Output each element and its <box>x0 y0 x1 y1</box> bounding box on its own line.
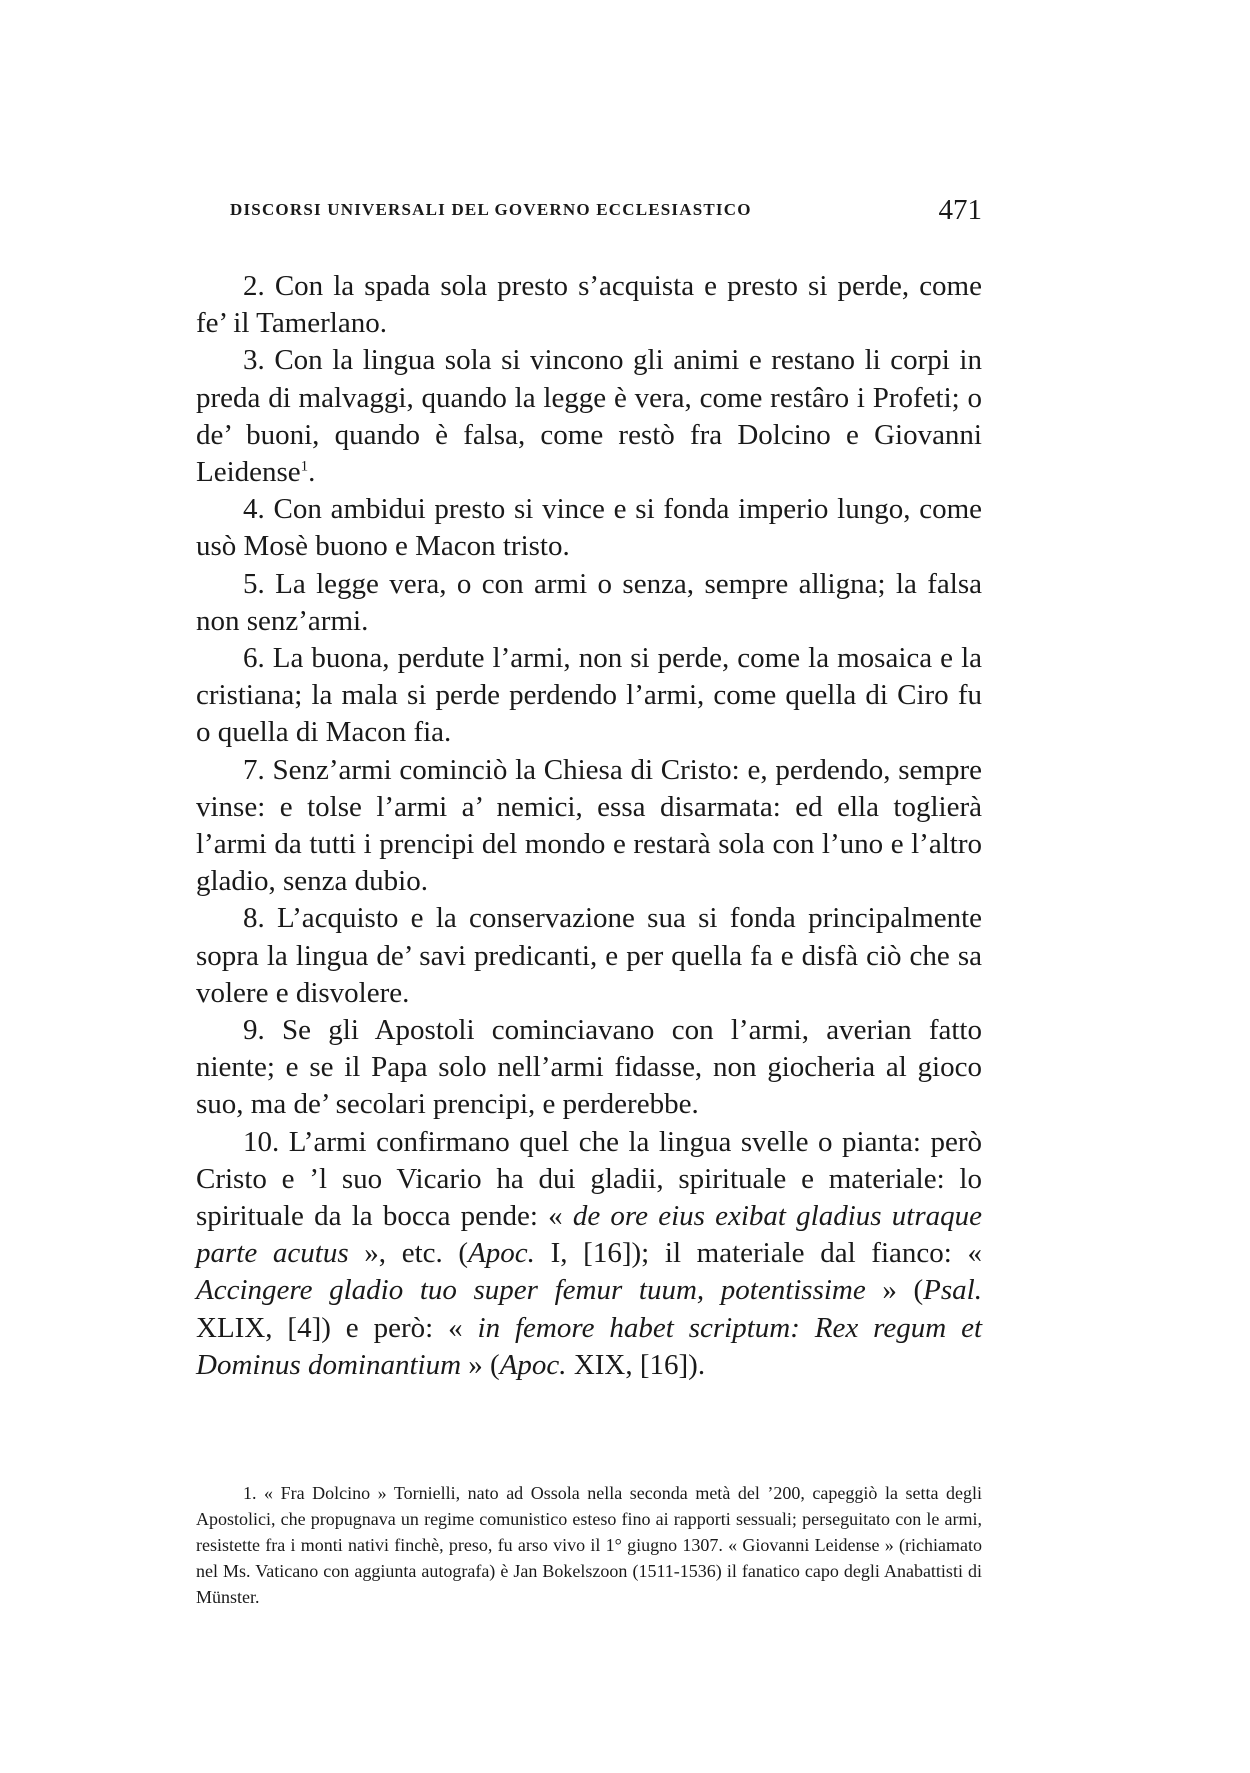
text-run: 1. « Fra Dolcino » Tornielli, nato ad Ossola nella seconda metà del ’200, capeggiò la setta degli Apostolici, che propugnava un regime comunistico esteso fino ai rapporti sessuali; perseguitato con le armi, resistette fra i monti nativi finchè, preso, fu arso vivo il 1° giugno 1307. « Giovanni Leidense » (richiamato nel Ms. Vaticano con aggiunta autografa) è Jan Bokelszoon (1511-1536) il fanatico capo degli Anabattisti di Münster. <box>196 1483 982 1607</box>
text-run: » ( <box>461 1348 500 1381</box>
footnotes <box>196 1480 982 1610</box>
text-run: 9. Se gli Apostoli cominciavano con l’armi, averian fatto niente; e se il Papa solo nell’armi fidasse, non giocheria al gioco suo, ma de’ secolari prencipi, e perderebbe. <box>196 1014 982 1121</box>
footnote-paragraph <box>196 1480 982 1610</box>
numbered-paragraph <box>196 1124 982 1384</box>
text-run: 8. L’acquisto e la conservazione sua si fonda principalmente sopra la lingua de’ savi predicanti, e per quella fa e disfà ciò che sa volere e disvolere. <box>196 902 982 1009</box>
italic-quote: de ore eius exibat gladius utraque parte acutus <box>196 1200 982 1270</box>
italic-quote: Apoc. <box>468 1237 535 1270</box>
text-run: . <box>308 456 316 489</box>
numbered-paragraph <box>196 491 982 565</box>
text-run: » ( <box>865 1274 924 1307</box>
italic-quote: Psal. <box>923 1274 982 1307</box>
numbered-paragraph <box>196 752 982 901</box>
numbered-paragraph <box>196 900 982 1012</box>
page-number: 471 <box>938 194 982 226</box>
text-run: 4. Con ambidui presto si vince e si fonda imperio lungo, come usò Mosè buono e Macon tristo. <box>196 493 982 563</box>
italic-quote: in femore habet scriptum: Rex regum et Dominus dominantium <box>196 1311 983 1381</box>
numbered-paragraph <box>196 1012 982 1124</box>
numbered-paragraph <box>196 342 982 491</box>
footnote-marker: 1 <box>300 458 309 475</box>
text-run: XLIX, [4]) e però: « <box>196 1311 478 1344</box>
text-run: 3. Con la lingua sola si vincono gli animi e restano li corpi in preda di malvaggi, quando la legge è vera, come restâro i Profeti; o de’ buoni, quando è falsa, come restò fra Dolcino e Giovanni Leidense <box>196 344 982 489</box>
numbered-paragraph <box>196 566 982 640</box>
text-run: XIX, [16]). <box>566 1348 706 1381</box>
italic-quote: Accingere gladio tuo super femur tuum, potentissime <box>196 1274 866 1307</box>
numbered-paragraph <box>196 268 982 342</box>
running-title: DISCORSI UNIVERSALI DEL GOVERNO ECCLESIASTICO <box>230 200 752 219</box>
text-run: 2. Con la spada sola presto s’acquista e presto si perde, come fe’ il Tamerlano. <box>196 270 982 340</box>
text-run: 6. La buona, perdute l’armi, non si perde, come la mosaica e la cristiana; la mala si perde perdendo l’armi, come quella di Ciro fu o quella di Macon fia. <box>196 642 982 749</box>
text-run: 10. L’armi confirmano quel che la lingua svelle o pianta: però Cristo e ’l suo Vicario ha dui gladii, spirituale e materiale: lo spirituale da la bocca pende: « <box>196 1125 982 1233</box>
text-run: 5. La legge vera, o con armi o senza, sempre alligna; la falsa non senz’armi. <box>196 567 982 637</box>
text-run: 7. Senz’armi cominciò la Chiesa di Cristo: e, perdendo, sempre vinse: e tolse l’armi a’ nemici, essa disarmata: ed ella toglierà l’armi da tutti i prencipi del mondo e restarà sola con l’uno e l’altro gladio, senza dubio. <box>196 753 982 898</box>
body-text <box>196 268 982 1384</box>
running-head <box>196 196 982 226</box>
text-run: », etc. ( <box>348 1237 469 1270</box>
italic-quote: Apoc. <box>499 1348 567 1381</box>
numbered-paragraph <box>196 640 982 752</box>
text-run: I, [16]); il materiale dal fianco: « <box>534 1237 982 1270</box>
